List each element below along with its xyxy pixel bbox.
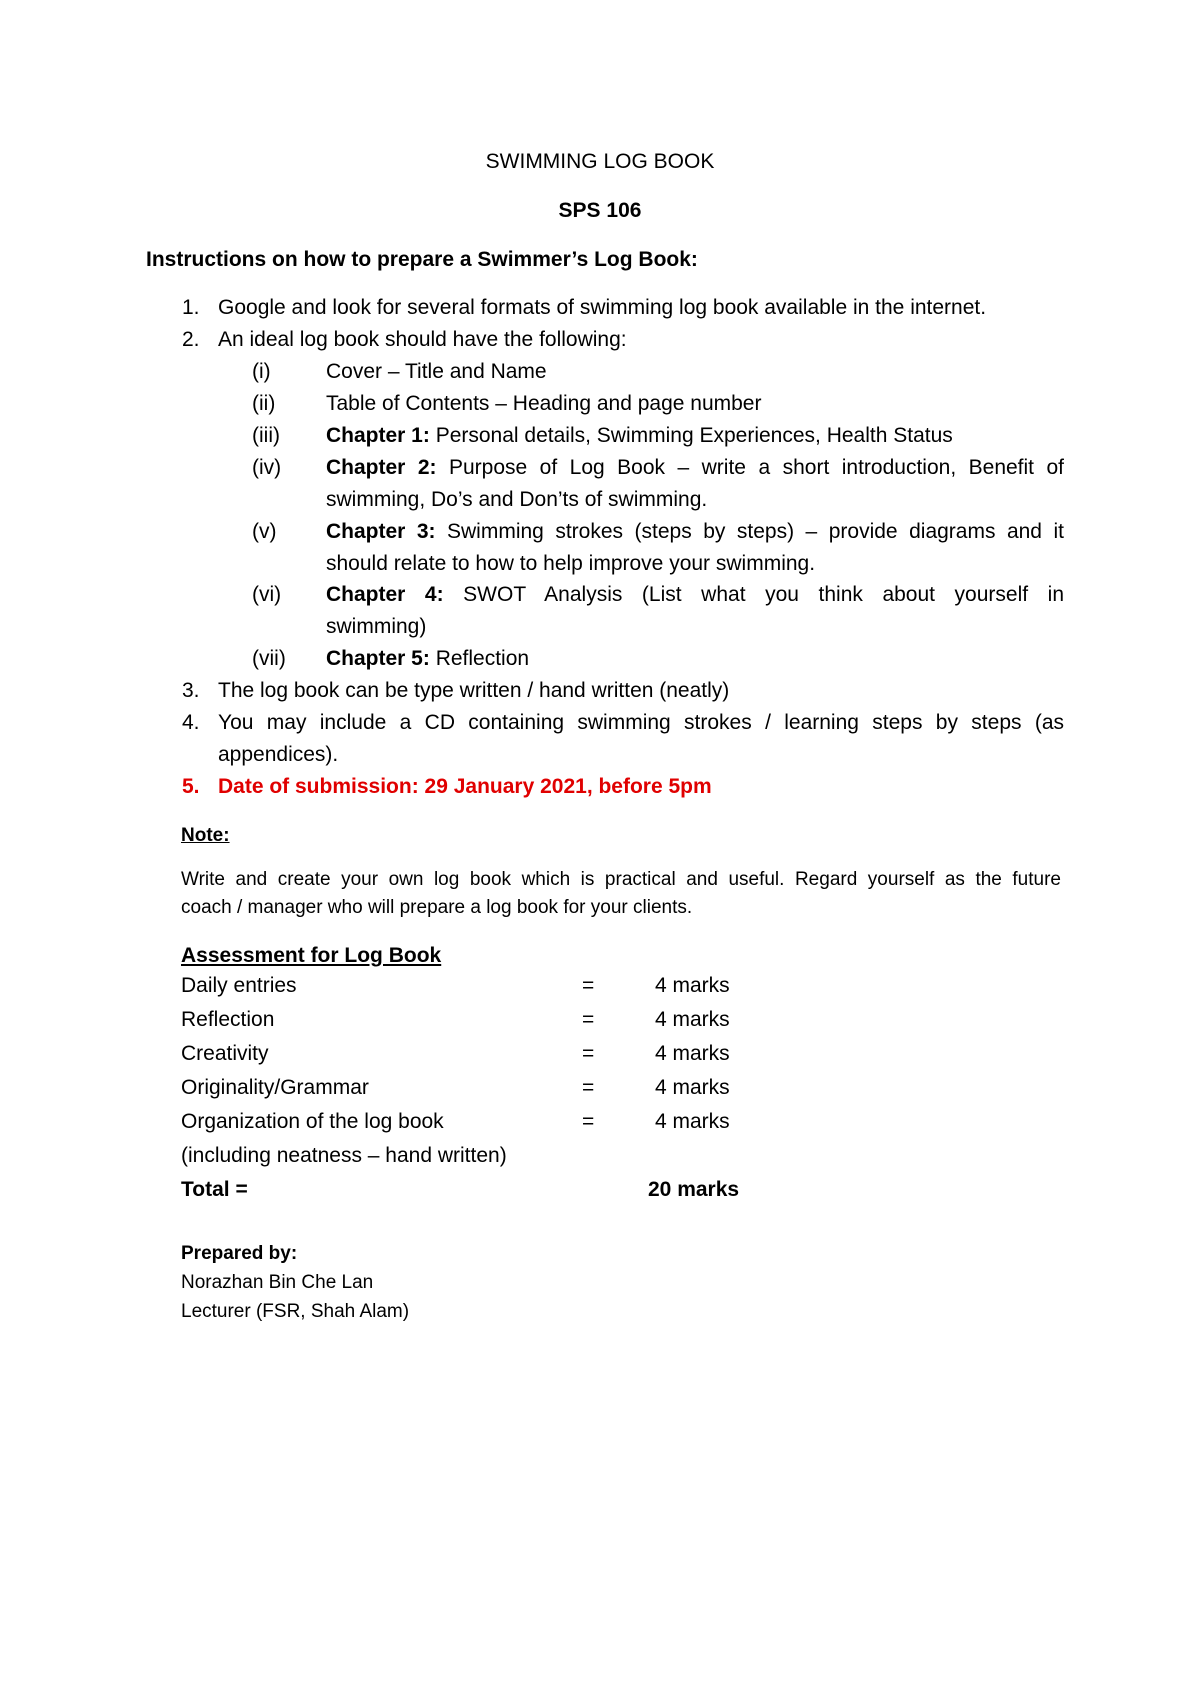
assessment-criterion-note: (including neatness – hand written) xyxy=(181,1144,507,1167)
sublist-item xyxy=(326,516,1064,548)
sublist-item-continued: swimming) xyxy=(326,615,427,638)
submission-date: Date of submission: 29 January 2021, before 5pm xyxy=(218,775,712,798)
chapter-label: Chapter 5: xyxy=(326,647,430,670)
sublist-item xyxy=(326,643,529,675)
chapter-text: Personal details, Swimming Experiences, Health Status xyxy=(429,424,953,447)
sublist-roman: (iv) xyxy=(252,456,282,479)
assessment-criterion: Reflection xyxy=(181,1008,275,1031)
sublist-roman: (i) xyxy=(252,360,271,383)
chapter-text: Reflection xyxy=(429,647,530,670)
sublist-item xyxy=(326,579,1064,611)
chapter-text: Swimming strokes (steps by steps) – provide diagrams and it xyxy=(435,520,1064,543)
sublist-roman: (v) xyxy=(252,520,277,543)
assessment-equals: = xyxy=(582,1042,595,1065)
assessment-equals: = xyxy=(582,1008,595,1031)
note-text-continued: coach / manager who will prepare a log book for your clients. xyxy=(181,897,693,918)
list-item: You may include a CD containing swimming strokes / learning steps by steps (as xyxy=(218,711,1064,734)
list-item-number: 1. xyxy=(182,296,200,319)
sublist-roman: (vi) xyxy=(252,583,282,606)
note-label: Note: xyxy=(181,825,230,846)
chapter-text: Purpose of Log Book – write a short introduction, Benefit of xyxy=(436,456,1064,479)
assessment-criterion: Originality/Grammar xyxy=(181,1076,369,1099)
page-title: SWIMMING LOG BOOK xyxy=(485,150,715,173)
list-item-number: 3. xyxy=(182,679,200,702)
assessment-marks: 4 marks xyxy=(655,1042,730,1065)
chapter-label: Chapter 2: xyxy=(326,456,437,479)
prepared-by-label: Prepared by: xyxy=(181,1243,298,1264)
assessment-equals: = xyxy=(582,974,595,997)
course-code: SPS 106 xyxy=(558,199,642,222)
assessment-equals: = xyxy=(582,1076,595,1099)
preparer-role: Lecturer (FSR, Shah Alam) xyxy=(181,1301,410,1322)
assessment-marks: 4 marks xyxy=(655,1076,730,1099)
total-marks: 20 marks xyxy=(648,1178,740,1201)
chapter-label: Chapter 4: xyxy=(326,583,444,606)
list-item-continued: appendices). xyxy=(218,743,339,766)
sublist-item-continued: should relate to how to help improve your swimming. xyxy=(326,552,816,575)
sublist-item xyxy=(326,420,953,452)
list-item-number: 5. xyxy=(182,775,200,798)
chapter-text: SWOT Analysis (List what you think about yourself in xyxy=(443,583,1064,606)
assessment-heading: Assessment for Log Book xyxy=(181,944,442,967)
assessment-equals: = xyxy=(582,1110,595,1133)
assessment-marks: 4 marks xyxy=(655,974,730,997)
total-label: Total = xyxy=(181,1178,248,1201)
sublist-item xyxy=(326,452,1064,484)
list-item: Google and look for several formats of swimming log book available in the internet. xyxy=(218,296,987,319)
sublist-item-continued: swimming, Do’s and Don’ts of swimming. xyxy=(326,488,708,511)
assessment-criterion: Daily entries xyxy=(181,974,297,997)
sublist-roman: (iii) xyxy=(252,424,280,447)
sublist-item: Cover – Title and Name xyxy=(326,360,547,383)
chapter-label: Chapter 1: xyxy=(326,424,430,447)
sublist-item: Table of Contents – Heading and page number xyxy=(326,392,762,415)
sublist-roman: (ii) xyxy=(252,392,276,415)
instructions-heading: Instructions on how to prepare a Swimmer’s Log Book: xyxy=(146,248,698,271)
assessment-marks: 4 marks xyxy=(655,1008,730,1031)
note-text: Write and create your own log book which is practical and useful. Regard yourself as the future xyxy=(181,869,1061,890)
sublist-roman: (vii) xyxy=(252,647,286,670)
list-item: The log book can be type written / hand written (neatly) xyxy=(218,679,730,702)
assessment-criterion: Organization of the log book xyxy=(181,1110,444,1133)
assessment-marks: 4 marks xyxy=(655,1110,730,1133)
assessment-criterion: Creativity xyxy=(181,1042,269,1065)
list-item-number: 2. xyxy=(182,328,200,351)
list-item-number: 4. xyxy=(182,711,200,734)
list-item: An ideal log book should have the following: xyxy=(218,328,627,351)
chapter-label: Chapter 3: xyxy=(326,520,436,543)
preparer-name: Norazhan Bin Che Lan xyxy=(181,1272,374,1293)
